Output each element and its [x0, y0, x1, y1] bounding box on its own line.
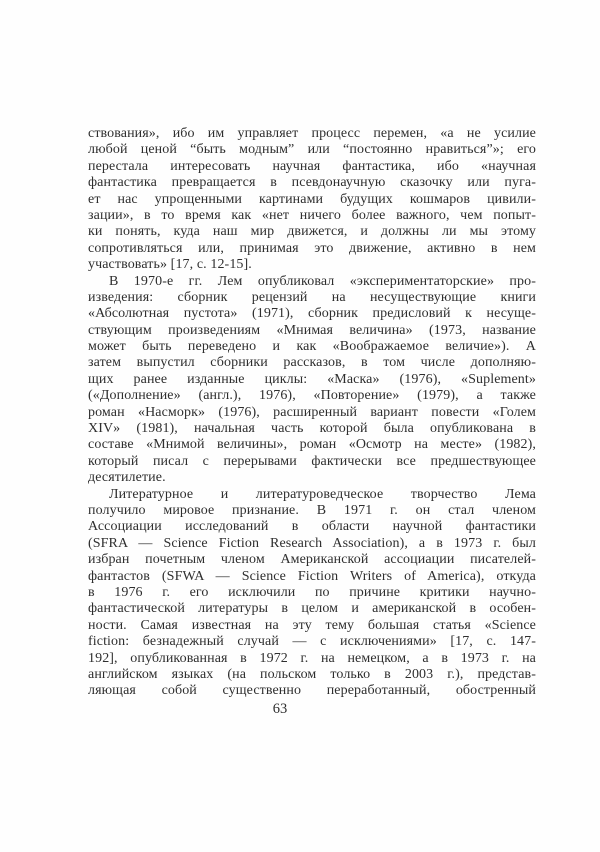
text-line: изведения: сборник рецензий на несуществующие книги — [88, 289, 536, 305]
text-line: ности. Самая известная на эту тему большая статья «Science — [88, 617, 536, 633]
text-line: ет нас упрощенными картинами будущих кошмаров цивили- — [88, 191, 536, 207]
text-line: получило мировое признание. В 1971 г. он стал членом — [88, 502, 536, 518]
text-line: («Дополнение» (англ.), 1976), «Повторение» (1979), а также — [88, 388, 536, 404]
text-line: 192], опубликованная в 1972 г. на немецком, а в 1973 г. на — [88, 650, 536, 666]
text-line: составе «Мнимой величины», роман «Осмотр на месте» (1982), — [88, 437, 536, 453]
page-number: 63 — [272, 701, 288, 717]
text-line: Литературное и литературоведческое творчество Лема — [109, 486, 536, 502]
text-line: (SFRA — Science Fiction Research Association), а в 1973 г. был — [88, 535, 536, 551]
text-line: роман «Насморк» (1976), расширенный вариант повести «Голем — [88, 404, 536, 420]
text-line: Ассоциации исследований в области научной фантастики — [88, 519, 536, 535]
text-line: перестала интересовать научная фантастика, ибо «научная — [88, 158, 536, 174]
text-line: в 1976 г. его исключили по причине критики научно- — [88, 584, 536, 600]
text-line: может быть переведено и как «Воображаемое величие»). А — [88, 339, 536, 355]
text-line: затем выпустил сборники рассказов, в том числе дополняю- — [88, 355, 536, 371]
text-line: фантастика превращается в псевдонаучную сказочку или пуга- — [88, 175, 536, 191]
text-line: любой ценой “быть модным” или “постоянно нравиться”»; его — [88, 142, 536, 158]
text-line: щих ранее изданные циклы: «Маска» (1976), «Suplement» — [88, 371, 536, 387]
text-line: В 1970-е гг. Лем опубликовал «экспериментаторские» про- — [109, 273, 536, 289]
text-line: фантастов (SFWA — Science Fiction Writers of America), откуда — [88, 568, 536, 584]
text-line: фантастической литературы в целом и американской в особен- — [88, 601, 536, 617]
text-line: XIV» (1981), начальная часть которой была опубликована в — [88, 421, 536, 437]
text-line: ляющая собой существенно переработанный, обостренный — [88, 683, 536, 699]
text-line: десятилетие. — [88, 470, 166, 486]
text-line: зации», в то время как «нет ничего более важного, чем попыт- — [88, 207, 536, 223]
text-line: участвовать» [17, с. 12-15]. — [88, 257, 252, 273]
text-line: ки понять, куда наш мир движется, и должны ли мы этому — [88, 224, 536, 240]
text-line: ствующим произведениям «Мнимая величина» (1973, название — [88, 322, 536, 338]
text-line: избран почетным членом Американской ассоциации писателей- — [88, 552, 536, 568]
text-line: сопротивляться или, принимая это движение, активно в нем — [88, 240, 536, 256]
text-line: который писал с перерывами фактически все предшествующее — [88, 453, 536, 469]
text-line: «Абсолютная пустота» (1971), сборник предисловий к несуще- — [88, 306, 536, 322]
text-line: английском языках (на польском только в 2003 г.), представ- — [88, 666, 536, 682]
text-line: fiction: безнадежный случай — с исключениями» [17, с. 147- — [88, 634, 536, 650]
text-line: ствования», ибо им управляет процесс перемен, «а не усилие — [88, 126, 536, 141]
text-block — [88, 126, 536, 700]
